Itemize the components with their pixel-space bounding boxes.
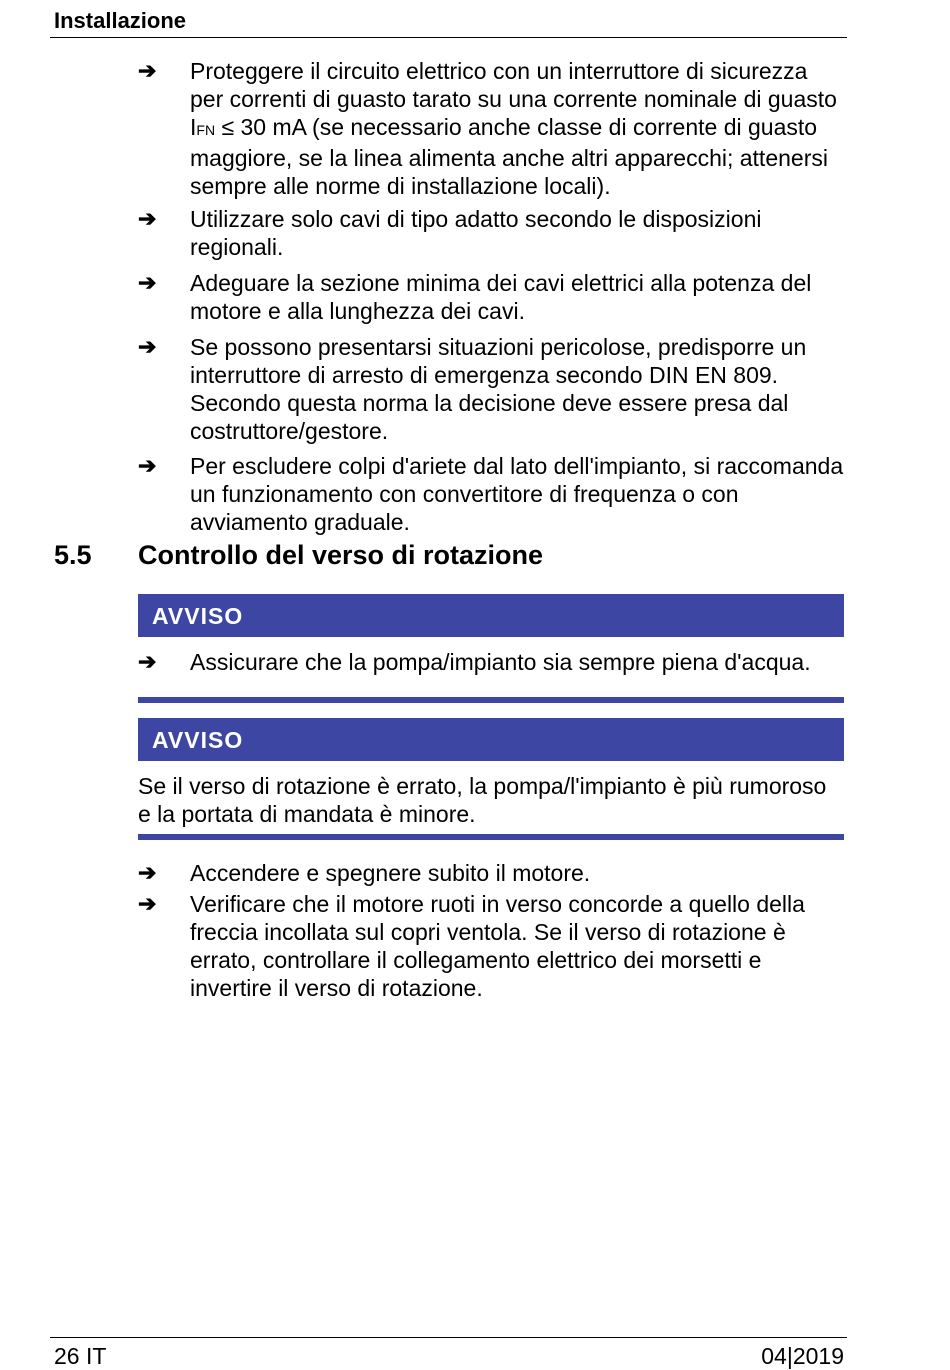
bullet-text: Proteggere il circuito elettrico con un interruttore di sicurezza per correnti di guasto tarato su una corrente nominale di guasto IFN ≤ 30 mA (se necessario anche classe di corrente di guasto maggiore, se la linea alimenta anche altri apparecchi; attenersi sempre alle norme di installazione locali).	[190, 58, 837, 199]
bullet-text: Adeguare la sezione minima dei cavi elettrici alla potenza del motore e alla lunghezza dei cavi.	[190, 270, 812, 324]
notice-2-end-rule	[138, 834, 844, 840]
bullet-item-water-hammer	[138, 452, 846, 536]
footer-date: 04|2019	[761, 1343, 844, 1369]
notice-1-bullet	[138, 648, 846, 676]
arrow-icon: ➔	[138, 649, 157, 674]
footer-divider	[50, 1337, 847, 1338]
bullet-text: Utilizzare solo cavi di tipo adatto secondo le disposizioni regionali.	[190, 206, 762, 260]
notice-1-end-rule	[138, 697, 844, 703]
arrow-icon: ➔	[138, 334, 157, 359]
bullet-item-cables	[138, 205, 846, 261]
bullet-item-cable-section	[138, 269, 846, 325]
arrow-icon: ➔	[138, 270, 157, 295]
section-title: Controllo del verso di rotazione	[138, 540, 544, 570]
header-divider	[50, 37, 847, 38]
arrow-icon: ➔	[138, 860, 157, 885]
bullet-text: Verificare che il motore ruoti in verso concorde a quello della freccia incollata sul copri ventola. Se il verso di rotazione è errato, controllare il collegamento elettrico dei morsetti e invertire il verso di rotazione.	[190, 891, 805, 1001]
bullet-text: Se possono presentarsi situazioni pericolose, predisporre un interruttore di arresto di emergenza secondo DIN EN 809. Secondo questa norma la decisione deve essere presa dal costruttore/gestore.	[190, 334, 807, 444]
subscript-fn: FN	[196, 122, 216, 138]
bullet-item-start-stop	[138, 859, 846, 887]
arrow-icon: ➔	[138, 206, 157, 231]
arrow-icon: ➔	[138, 453, 157, 478]
footer-page-number: 26 IT	[54, 1343, 107, 1369]
section-number: 5.5	[54, 540, 92, 570]
bullet-item-emergency-stop	[138, 333, 846, 445]
bullet-text: Per escludere colpi d'ariete dal lato dell'impianto, si raccomanda un funzionamento con convertitore di frequenza o con avviamento graduale.	[190, 453, 844, 535]
bullet-item-verify-rotation	[138, 890, 846, 1002]
bullet-text: Accendere e spegnere subito il motore.	[190, 860, 591, 886]
notice-banner-1: AVVISO	[138, 594, 844, 637]
arrow-icon: ➔	[138, 58, 157, 83]
bullet-item-rcd	[138, 57, 846, 200]
page-header-title: Installazione	[54, 8, 187, 33]
section-heading	[54, 540, 543, 571]
notice-2-text: Se il verso di rotazione è errato, la pompa/l'impianto è più rumoroso e la portata di mandata è minore.	[138, 773, 827, 827]
notice-banner-2: AVVISO	[138, 718, 844, 761]
bullet-text: Assicurare che la pompa/impianto sia sempre piena d'acqua.	[190, 649, 811, 675]
arrow-icon: ➔	[138, 891, 157, 916]
